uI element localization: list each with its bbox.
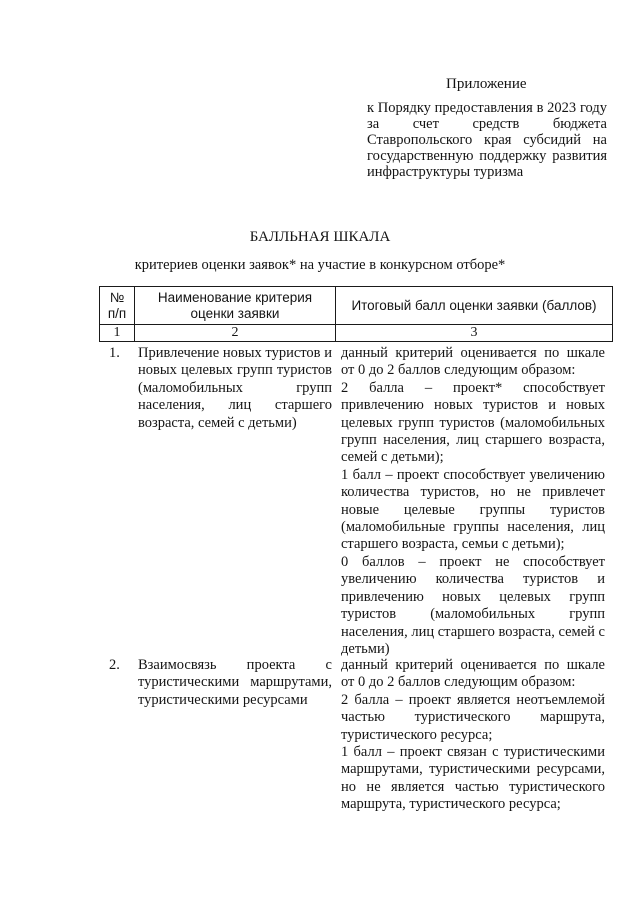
row-2-score-intro: данный критерий оценивается по шкале от 0 до 2 баллов следующим образом:	[341, 657, 605, 691]
header-num	[99, 286, 135, 325]
column-number-2-label: 2	[231, 325, 239, 340]
row-1-score-0: 0 баллов – проект не способствует увеличению количества туристов и привлечению новых целевых групп туристов (маломобильных групп населения, лиц старшего возраста, семей с детьми)	[341, 553, 605, 657]
row-2-score-2: 2 балла – проект является неотъемлемой частью туристического маршрута, туристического ресурса;	[341, 691, 605, 743]
appendix-title: Приложение	[446, 76, 527, 92]
row-1-number: 1.	[109, 345, 120, 361]
row-1-score-1: 1 балл – проект способствует увеличению количества туристов, но не привлечет новые целевые группы туристов (маломобильные группы населения, лиц старшего возраста, семьи с детьми);	[341, 466, 605, 553]
row-2-criterion-name: Взаимосвязь проекта с туристическими маршрутами, туристическими ресурсами	[138, 657, 332, 708]
row-2-score-1: 1 балл – проект связан с туристическими маршрутами, туристическими ресурсами, но не является частью туристического маршрута, туристического ресурса;	[341, 744, 605, 813]
column-number-1	[99, 324, 135, 342]
header-name-label: Наименование критерия оценки заявки	[157, 289, 313, 321]
row-2-number: 2.	[109, 657, 120, 673]
document-subtitle: критериев оценки заявок* на участие в конкурсном отборе*	[134, 257, 506, 273]
header-num-label: № п/п	[107, 289, 127, 321]
row-2-criterion-score	[341, 657, 605, 814]
row-1-score-intro: данный критерий оценивается по шкале от 0 до 2 баллов следующим образом:	[341, 345, 605, 379]
column-number-3	[335, 324, 613, 342]
row-1-score-2: 2 балла – проект* способствует привлечению новых туристов и новых целевых групп туристов (маломобильных групп населения, лиц старшего возраста, семей с детьми);	[341, 379, 605, 466]
row-1-criterion-score	[341, 345, 605, 658]
header-score	[335, 286, 613, 325]
document-title: БАЛЛЬНАЯ ШКАЛА	[249, 229, 391, 245]
column-number-3-label: 3	[470, 325, 478, 340]
header-score-label: Итоговый балл оценки заявки (баллов)	[351, 297, 597, 313]
header-name	[134, 286, 336, 325]
column-number-2	[134, 324, 336, 342]
row-1-criterion-name: Привлечение новых туристов и новых целевых групп туристов (маломобильных групп населения, лиц старшего возраста, семей с детьми)	[138, 345, 332, 431]
appendix-text: к Порядку предоставления в 2023 году за счет средств бюджета Ставропольского края субсидий на государственную поддержку развития инфраструктуры туризма	[367, 100, 607, 180]
column-number-1-label: 1	[113, 325, 121, 340]
